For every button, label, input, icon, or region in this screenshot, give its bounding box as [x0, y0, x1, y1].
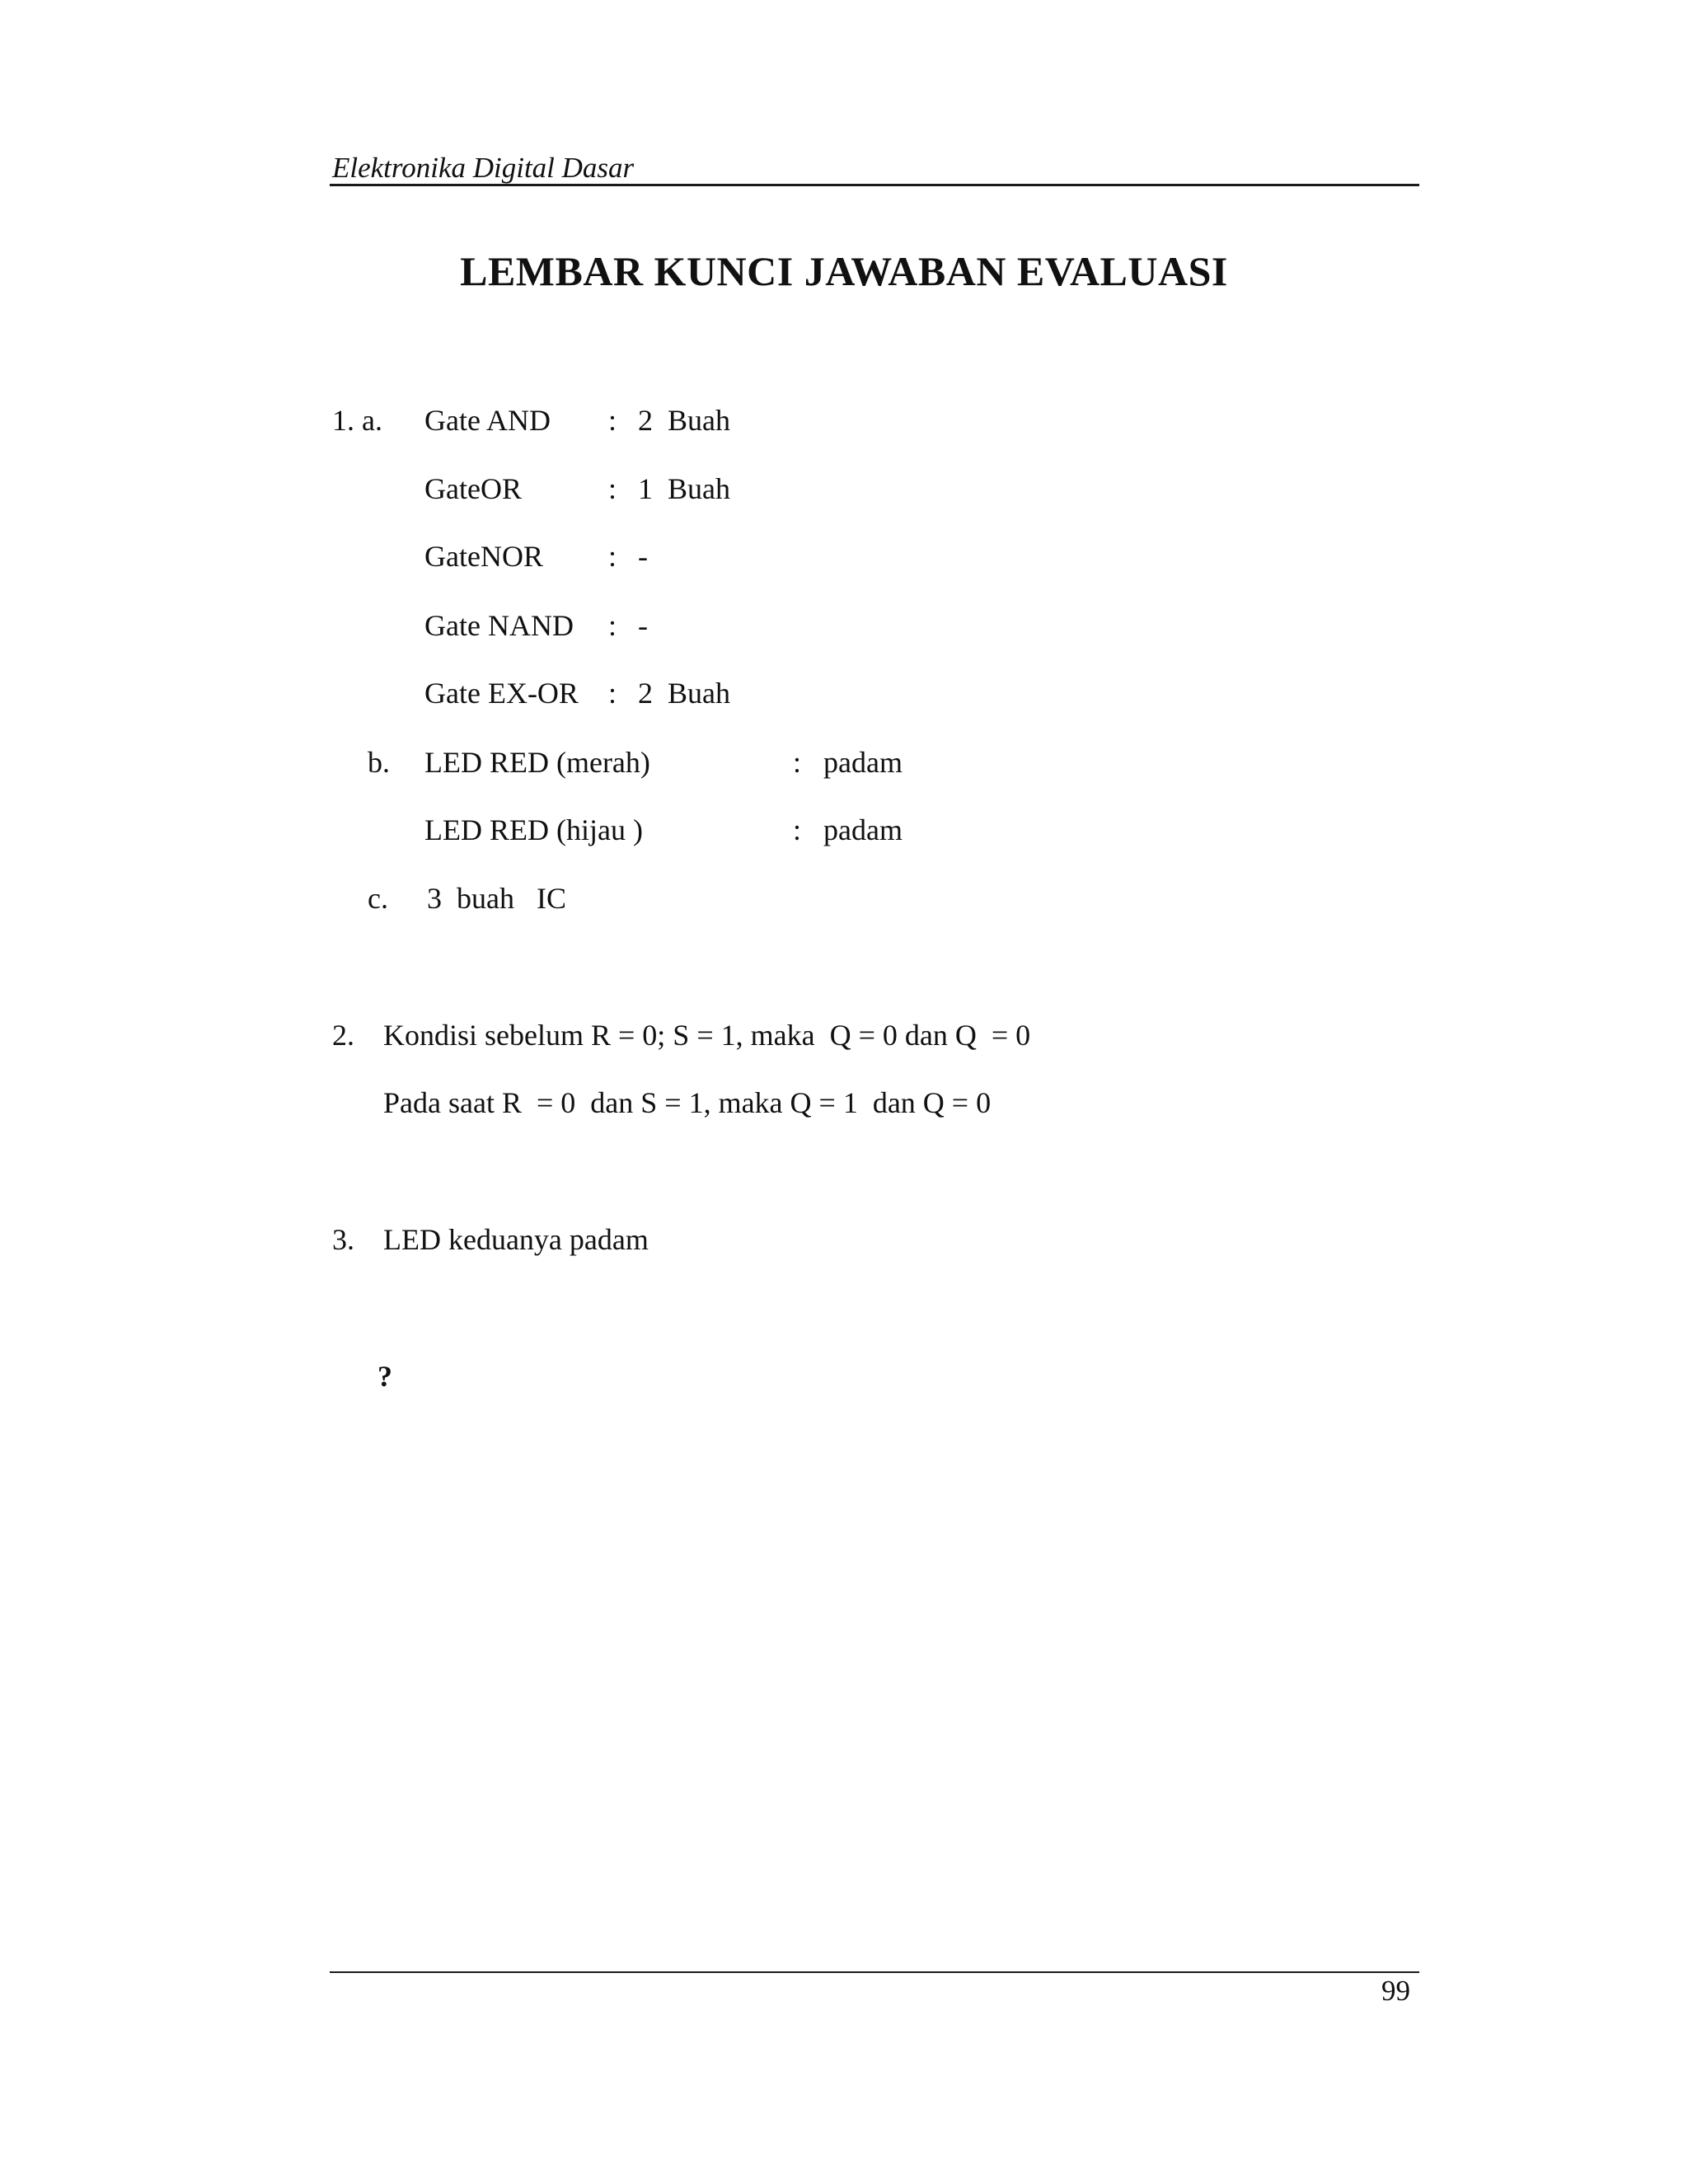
placeholder-symbol: ?: [377, 1360, 392, 1393]
question-1c-answer: 3 buah IC: [427, 882, 566, 915]
gate-separator: :: [608, 677, 617, 710]
question-2-number: 2.: [332, 1019, 354, 1052]
gate-name: Gate AND: [424, 404, 551, 437]
gate-name: Gate NAND: [424, 609, 574, 642]
footer-rule: [330, 1971, 1419, 1973]
led-label: LED RED (merah): [424, 746, 650, 779]
question-3-answer: LED keduanya padam: [383, 1223, 649, 1256]
gate-name: GateNOR: [424, 540, 543, 573]
header-rule: [330, 184, 1419, 186]
gate-count: -: [638, 609, 648, 642]
running-header: Elektronika Digital Dasar: [332, 152, 635, 184]
gate-separator: :: [608, 404, 617, 437]
question-2-line-2: Pada saat R = 0 dan S = 1, maka Q = 1 dan Q = 0: [383, 1086, 992, 1119]
led-separator: :: [793, 746, 802, 779]
gate-count: 2 Buah: [638, 677, 730, 710]
led-label: LED RED (hijau ): [424, 813, 643, 846]
gate-name: Gate EX-OR: [424, 677, 579, 710]
gate-separator: :: [608, 472, 617, 505]
gate-name: GateOR: [424, 472, 522, 505]
question-1b-letter: b.: [368, 746, 390, 779]
gate-separator: :: [608, 540, 617, 573]
question-1a-number: 1. a.: [332, 404, 382, 437]
question-1c-letter: c.: [368, 882, 388, 915]
page-number: 99: [1381, 1975, 1410, 2007]
led-status: padam: [823, 813, 903, 846]
page-title: LEMBAR KUNCI JAWABAN EVALUASI: [460, 248, 1228, 294]
gate-separator: :: [608, 609, 617, 642]
gate-count: -: [638, 540, 648, 573]
question-2-line-1: Kondisi sebelum R = 0; S = 1, maka Q = 0 dan Q = 0: [383, 1019, 1031, 1052]
gate-count: 1 Buah: [638, 472, 730, 505]
led-separator: :: [793, 813, 802, 846]
question-3-number: 3.: [332, 1223, 354, 1256]
led-status: padam: [823, 746, 903, 779]
gate-count: 2 Buah: [638, 404, 730, 437]
